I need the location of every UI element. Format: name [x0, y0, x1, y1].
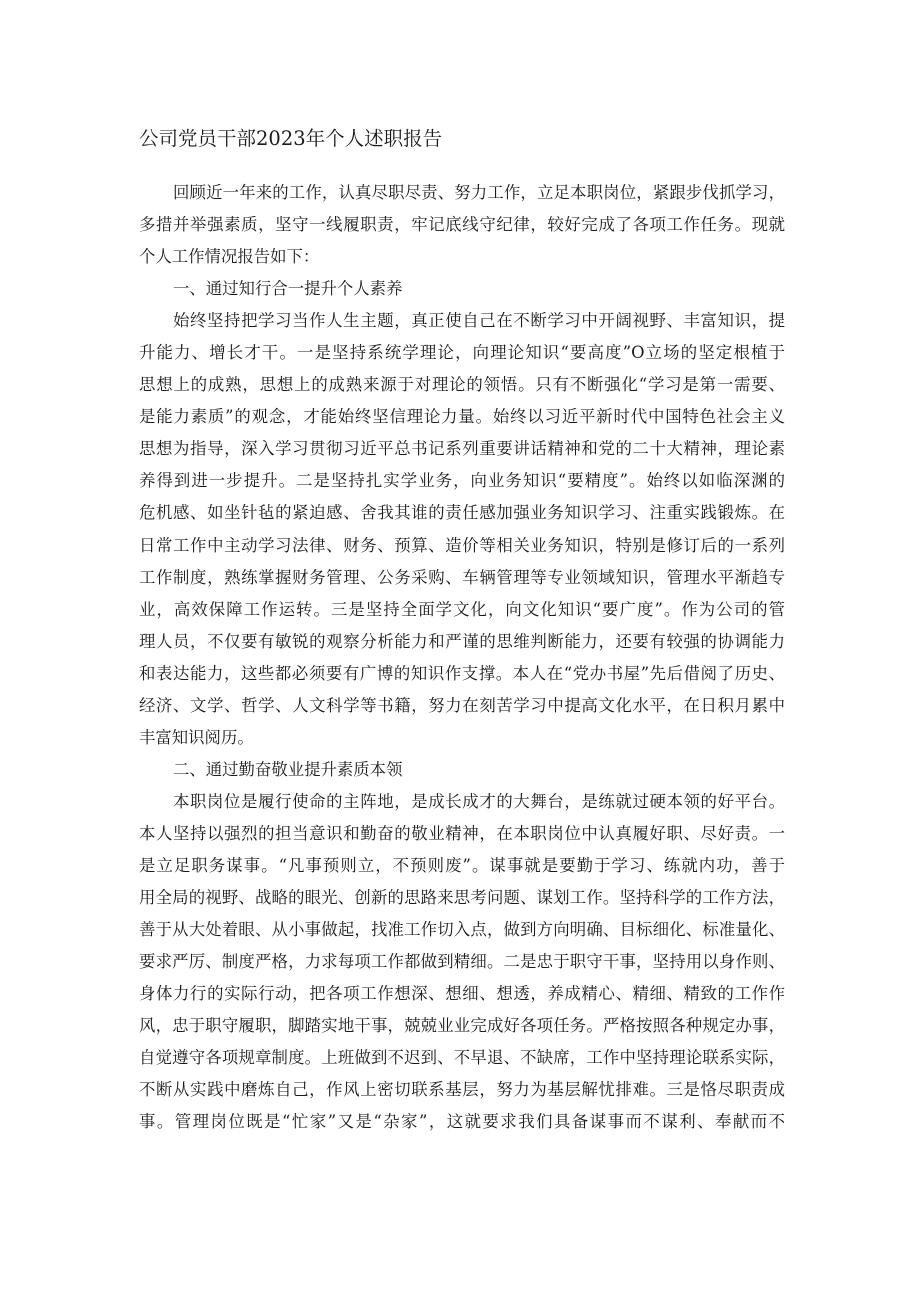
text-line: 本职岗位是履行使命的主阵地，是成长成才的大舞台，是练就过硬本领的好平台。: [173, 791, 785, 811]
text-line: 是能力素质”的观念，才能始终坚信理论力量。始终以习近平新时代中国特色社会主义: [139, 407, 785, 427]
text-line: 用全局的视野、战略的眼光、创新的思路来思考问题、谋划工作。坚持科学的工作方法，: [139, 888, 785, 908]
text-line: 本人坚持以强烈的担当意识和勤奋的敬业精神，在本职岗位中认真履好职、尽好责。一: [139, 823, 785, 843]
text-line: 事。管理岗位既是“忙家”又是“杂家”，这就要求我们具备谋事而不谋利、奉献而不: [139, 1112, 785, 1132]
text-line: 经济、文学、哲学、人文科学等书籍，努力在刻苦学习中提高文化水平，在日积月累中: [139, 695, 785, 715]
text-line: 日常工作中主动学习法律、财务、预算、造价等相关业务知识，特别是修订后的一系列: [139, 535, 785, 555]
text-line: 身体力行的实际行动，把各项工作想深、想细、想透，养成精心、精细、精致的工作作: [139, 984, 785, 1004]
text-line: 丰富知识阅历。: [139, 727, 254, 747]
text-line: 是立足职务谋事。“凡事预则立，不预则废”。谋事就是要勤于学习、练就内功，善于: [139, 855, 785, 875]
text-line: 业，高效保障工作运转。三是坚持全面学文化，向文化知识“要广度”。作为公司的管: [139, 599, 785, 619]
text-line: 思想为指导，深入学习贯彻习近平总书记系列重要讲话精神和党的二十大精神，理论素: [139, 439, 785, 459]
text-line: 多措并举强素质，坚守一线履职责，牢记底线守纪律，较好完成了各项工作任务。现就: [139, 215, 785, 235]
text-line: 工作制度，熟练掌握财务管理、公务采购、车辆管理等专业领域知识，管理水平渐趋专: [139, 567, 785, 587]
text-line: 不断从实践中磨炼自己，作风上密切联系基层，努力为基层解忧排难。三是恪尽职责成: [139, 1080, 785, 1100]
text-line: 自觉遵守各项规章制度。上班做到不迟到、不早退、不缺席，工作中坚持理论联系实际，: [139, 1048, 785, 1068]
text-line: 个人工作情况报告如下：: [139, 247, 320, 267]
text-line: 升能力、增长才干。一是坚持系统学理论，向理论知识“要高度”O立场的坚定根植于: [139, 343, 785, 363]
document-body: [139, 177, 785, 1138]
text-line: 二、通过勤奋敬业提升素质本领: [173, 759, 403, 779]
text-line: 善于从大处着眼、从小事做起，找准工作切入点，做到方向明确、目标细化、标准量化、: [139, 920, 785, 940]
text-line: 始终坚持把学习当作人生主题，真正使自己在不断学习中开阔视野、丰富知识，提: [173, 311, 785, 331]
text-line: 回顾近一年来的工作，认真尽职尽责、努力工作，立足本职岗位，紧跟步伐抓学习，: [173, 183, 785, 202]
text-line: 思想上的成熟，思想上的成熟来源于对理论的领悟。只有不断强化“学习是第一需要、: [139, 375, 785, 395]
text-line: 危机感、如坐针毡的紧迫感、舍我其谁的责任感加强业务知识学习、注重实践锻炼。在: [139, 503, 785, 523]
text-line: 一、通过知行合一提升个人素养: [173, 279, 403, 299]
text-line: 风，忠于职守履职，脚踏实地干事，兢兢业业完成好各项任务。严格按照各种规定办事，: [139, 1016, 785, 1036]
text-line: 和表达能力，这些都必须要有广博的知识作支撑。本人在“党办书屋”先后借阅了历史、: [139, 663, 785, 683]
document-title: 公司党员干部2023年个人述职报告: [139, 127, 443, 150]
text-line: 理人员，不仅要有敏锐的观察分析能力和严谨的思维判断能力，还要有较强的协调能力: [139, 631, 785, 651]
text-line: 要求严厉、制度严格，力求每项工作都做到精细。二是忠于职守干事，坚持用以身作则、: [139, 952, 785, 972]
text-line: 养得到进一步提升。二是坚持扎实学业务，向业务知识“要精度”。始终以如临深渊的: [139, 471, 785, 491]
